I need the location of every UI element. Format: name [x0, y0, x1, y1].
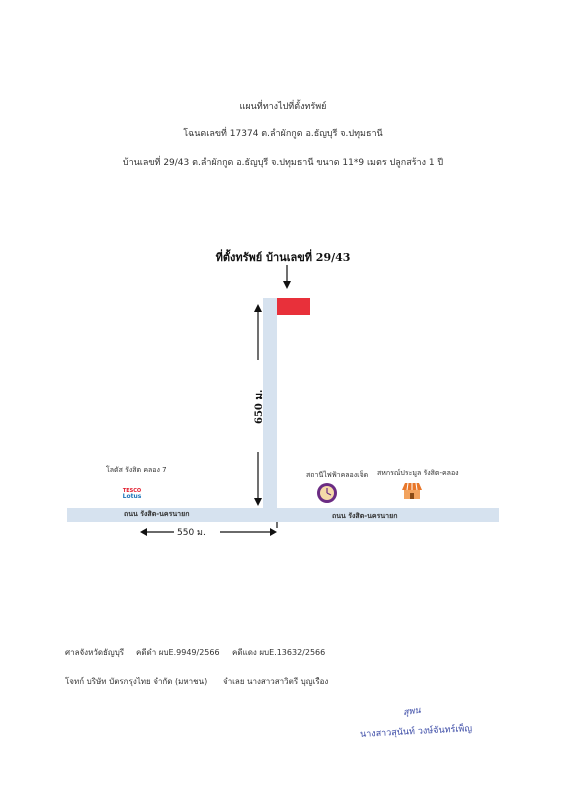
- signature-name: นางสาวสุนันท์ วงษ์จันทร์เพ็ญ: [359, 724, 473, 740]
- electricity-station-icon: [316, 482, 338, 504]
- shop-icon: [401, 481, 423, 501]
- road-label-right: ถนน รังสิต-นครนายก: [332, 512, 398, 520]
- court-name: ศาลจังหวัดธัญบุรี: [65, 648, 125, 657]
- address-line: บ้านเลขที่ 29/43 ต.ลำผักกูด อ.ธัญบุรี จ.ปทุมธานี ขนาด 11*9 เมตร ปลูกสร้าง 1 ปี: [122, 158, 444, 168]
- signature-mark: สุพน: [402, 705, 422, 719]
- road-label-left: ถนน รังสิต-นครนายก: [124, 510, 190, 518]
- down-arrow-icon: [280, 265, 294, 291]
- property-label: ที่ตั้งทรัพย์ บ้านเลขที่ 29/43: [215, 251, 351, 264]
- plaintiff-line: โจทก์ บริษัท บัตรกรุงไทย จำกัด (มหาชน): [65, 677, 208, 686]
- distance-horizontal-label: 550 ม.: [177, 528, 206, 538]
- landmark-lotus-label: โลตัส รังสิต คลอง 7: [106, 466, 167, 474]
- distance-vertical-label: 650 ม.: [254, 389, 265, 424]
- landmark-electric-label: สถานีไฟฟ้าคลองเจ็ด: [306, 471, 369, 479]
- defendant-line: จำเลย นางสาวสาวิตรี บุญเรือง: [223, 677, 329, 686]
- black-case-number: คดีดำ ผบE.9949/2566: [136, 648, 220, 657]
- document-title: แผนที่ทางไปที่ตั้งทรัพย์: [239, 102, 327, 112]
- lotus-logo: [120, 488, 144, 500]
- lotus-logo-top: TESCO: [122, 488, 142, 494]
- deed-line: โฉนดเลขที่ 17374 ต.ลำผักกูด อ.ธัญบุรี จ.ปทุมธานี: [183, 129, 383, 139]
- red-case-number: คดีแดง ผบE.13632/2566: [232, 648, 326, 657]
- landmark-coop-label: สหกรณ์ประมูล รังสิต-คลอง: [377, 469, 459, 477]
- lotus-logo-bottom: Lotus: [122, 493, 142, 500]
- property-marker: [277, 298, 310, 315]
- horizontal-distance-arrow-icon: [138, 522, 283, 538]
